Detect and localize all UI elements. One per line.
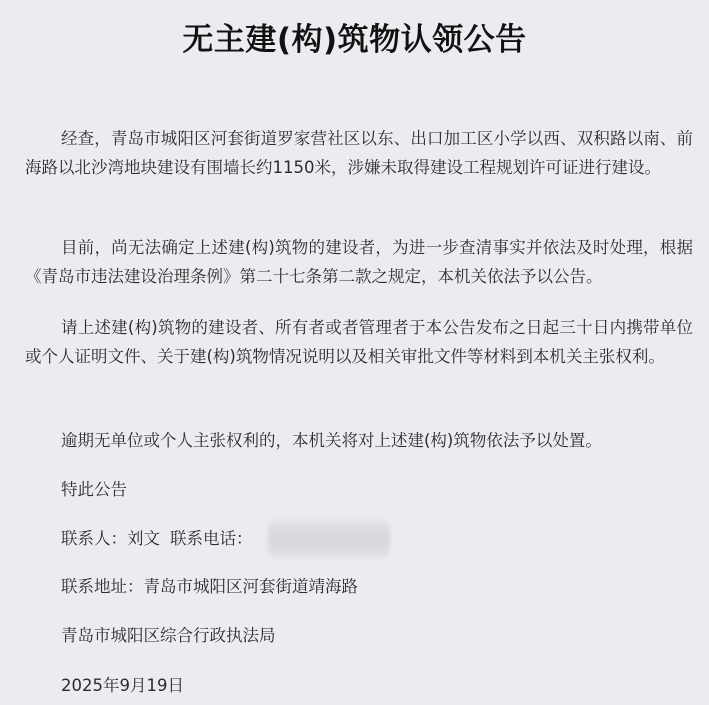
paragraph-findings: 经查，青岛市城阳区河套街道罗家营社区以东、出口加工区小学以西、双积路以南、前海路以北沙湾地块建设有围墙长约1150米，涉嫌未取得建设工程规划许可证进行建设。 [25,129,693,177]
redacted-phone-number [268,520,390,558]
issue-date: 2025年9月19日 [61,676,184,695]
contact-line [61,524,253,553]
paragraph-disposal-warning: 逾期无单位或个人主张权利的，本机关将对上述建(构)筑物依法予以处置。 [61,431,602,450]
contact-address: 联系地址：青岛市城阳区河套街道靖海路 [61,577,358,596]
paragraph-claim-instructions: 请上述建(构)筑物的建设者、所有者或者管理者于本公告发布之日起三十日内携带单位或个人证明文件、关于建(构)筑物情况说明以及相关审批文件等材料到本机关主张权利。 [25,318,693,366]
closing-statement: 特此公告 [61,480,127,499]
paragraph-announcement: 目前，尚无法确定上述建(构)筑物的建设者，为进一步查清事实并依法及时处理，根据《青岛市违法建设治理条例》第二十七条第二款之规定，本机关依法予以公告。 [25,238,693,286]
notice-title: 无主建(构)筑物认领公告 [182,22,527,58]
contact-phone-label: 联系电话： [170,529,253,548]
contact-person: 联系人：刘文 [61,529,160,548]
issuing-authority: 青岛市城阳区综合行政执法局 [61,626,276,645]
